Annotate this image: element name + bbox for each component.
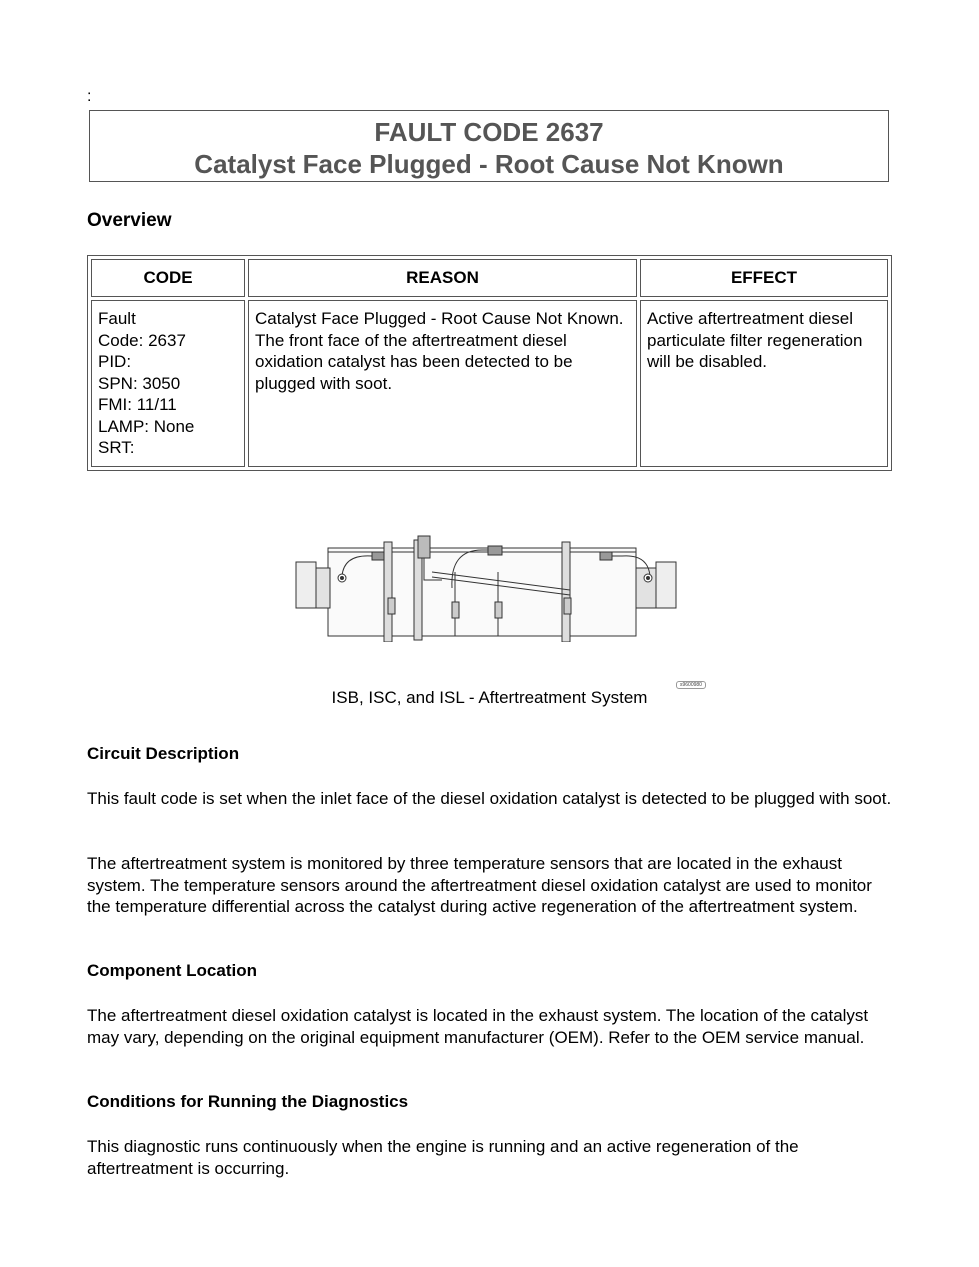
component-location-paragraph: The aftertreatment diesel oxidation catalyst is located in the exhaust system. The location of the catalyst may vary, depending on the original equipment manufacturer (OEM). Refer to the OEM service manual. [87,1006,869,1047]
fault-code-title: FAULT CODE 2637 [374,117,604,147]
code-line: PID: [98,352,132,371]
circuit-description-paragraph-1: This fault code is set when the inlet face of the diesel oxidation catalyst is detected to be plugged with soot. [87,789,892,808]
aftertreatment-system-diagram [292,532,680,642]
conditions-heading: Conditions for Running the Diagnostics [87,1092,409,1111]
table-header-row [91,259,888,297]
circuit-description-paragraph-2: The aftertreatment system is monitored by three temperature sensors that are located in the exhaust system. The temperature sensors around the aftertreatment diesel oxidation catalyst are used to monitor the temperature differential across the catalyst during active regeneration of the aftertreatment system. [87,854,872,916]
conditions-paragraph: This diagnostic runs continuously when the engine is running and an active regeneration of the aftertreatment is occurring. [87,1137,799,1178]
table-row [91,300,888,467]
code-cell [91,300,245,467]
circuit-description-heading: Circuit Description [87,744,240,763]
code-line: Fault [98,309,136,328]
image-id-label: s9600980 [676,681,706,689]
effect-cell: Active aftertreatment diesel particulate filter regeneration will be disabled. [640,300,888,467]
header-colon: : [87,88,92,105]
header-code: CODE [91,259,245,297]
code-line: LAMP: None [98,416,195,436]
component-location-heading: Component Location [87,961,257,980]
overview-heading: Overview [87,210,172,231]
code-line: SRT: [98,438,135,457]
fault-code-subtitle: Catalyst Face Plugged - Root Cause Not Known [194,149,784,179]
header-effect: EFFECT [640,259,888,297]
header-reason: REASON [248,259,637,297]
fault-title-box [89,110,889,182]
code-line: FMI: 11/11 [98,395,177,414]
code-line: SPN: 3050 [98,373,181,393]
code-line: Code: 2637 [98,330,186,350]
figure-caption: ISB, ISC, and ISL - Aftertreatment System [331,688,648,707]
fault-code-table [87,255,892,471]
reason-cell: Catalyst Face Plugged - Root Cause Not Known. The front face of the aftertreatment diesel oxidation catalyst has been detected to be plugged with soot. [248,300,637,467]
